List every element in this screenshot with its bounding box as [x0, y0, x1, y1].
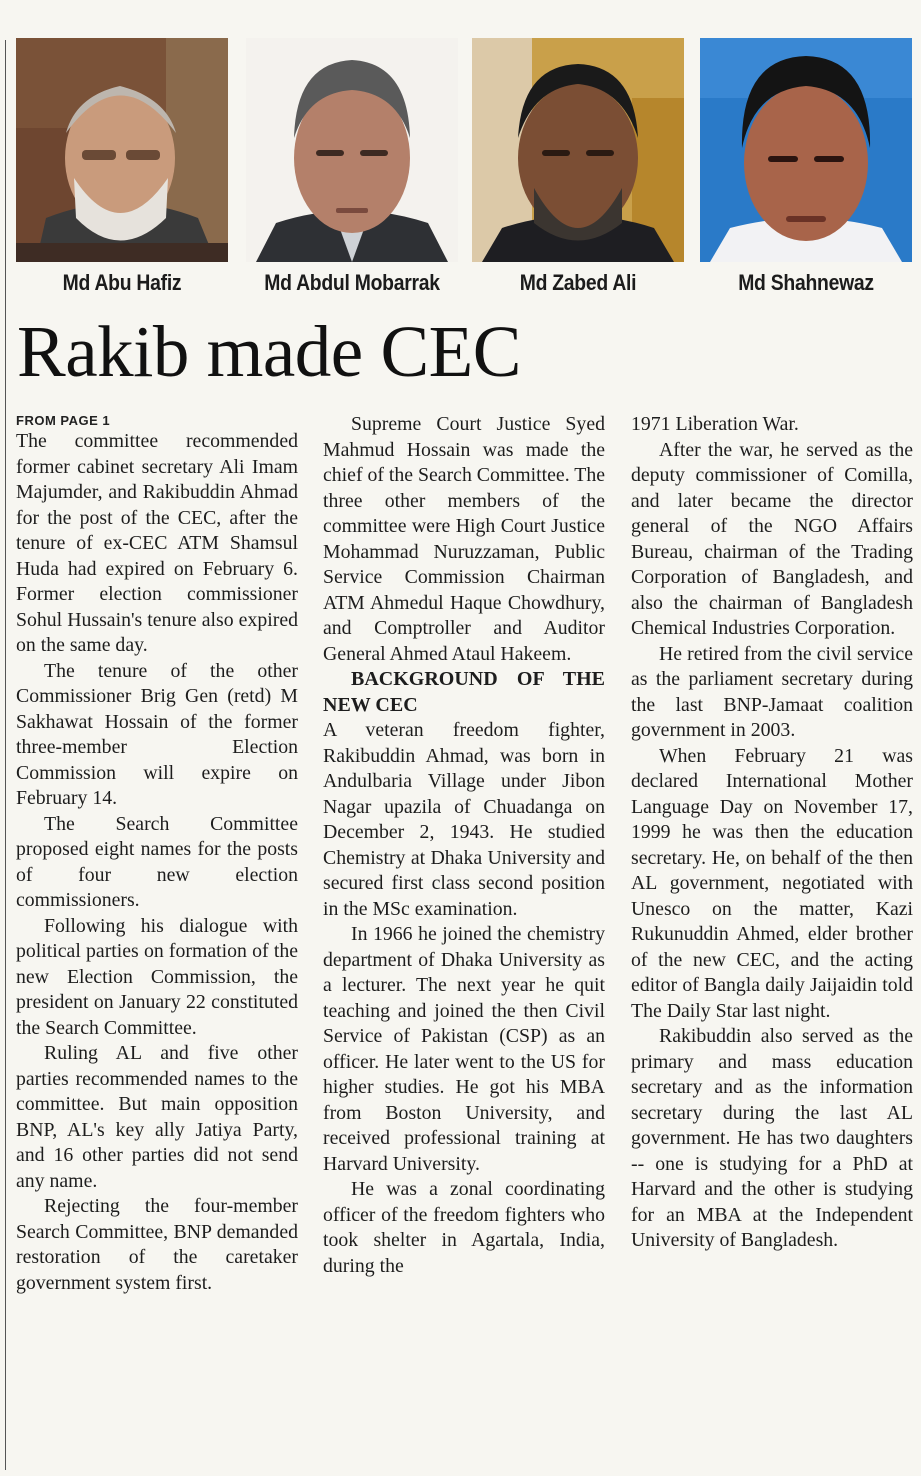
article-column-1 — [16, 412, 298, 1296]
photo-row — [16, 38, 912, 264]
portrait-photo-4 — [700, 38, 912, 262]
portrait-photo-icon — [16, 38, 228, 262]
paragraph: The committee recommended former cabinet secretary Ali Imam Majumder, and Rakibuddin Ahmad for the post of the CEC, after the tenure of ex-CEC ATM Shamsul Huda had expired on February 6. Former election commissioner Sohul Hussain's tenure also expired on the same day. — [16, 430, 298, 656]
photo-caption-1: Md Abu Hafiz — [62, 270, 182, 295]
portrait-photo-2 — [246, 38, 458, 262]
paragraph: Ruling AL and five other parties recommended names to the committee. But main opposition BNP, AL's key ally Jatiya Party, and 16 other parties did not send any name. — [16, 1042, 298, 1192]
portrait-photo-icon — [246, 38, 458, 262]
paragraph: The Search Committee proposed eight names for the posts of four new election commissioners. — [16, 812, 298, 911]
paragraph: When February 21 was declared International Mother Language Day on November 17, 1999 he was then the education secretary. He, on behalf of the then AL government, negotiated with Unesco on the matter, Kazi Rukunuddin Ahmed, elder brother of the new CEC, and the acting editor of Bangla daily Jaijaidin told The Daily Star last night. — [631, 744, 913, 1022]
headline: Rakib made CEC — [17, 311, 521, 392]
column-rule — [5, 40, 6, 1470]
article-column-2 — [323, 412, 605, 1279]
portrait-photo-icon — [700, 38, 912, 262]
paragraph: After the war, he served as the deputy commissioner of Comilla, and later became the director general of the NGO Affairs Bureau, chairman of the Trading Corporation of Bangladesh, and also the chairman of Bangladesh Chemical Industries Corporation. — [631, 438, 913, 639]
paragraph: Rejecting the four-member Search Committee, BNP demanded restoration of the caretaker government system first. — [16, 1195, 298, 1294]
kicker: FROM PAGE 1 — [16, 413, 111, 428]
portrait-photo-3 — [472, 38, 684, 262]
photo-caption-3: Md Zabed Ali — [519, 270, 637, 295]
portrait-photo-icon — [472, 38, 684, 262]
paragraph: He retired from the civil service as the parliament secretary during the last BNP-Jamaat coalition government in 2003. — [631, 642, 913, 741]
paragraph: He was a zonal coordinating officer of the freedom fighters who took shelter in Agartala, India, during the — [323, 1178, 605, 1277]
photo-caption-2: Md Abdul Mobarrak — [264, 270, 440, 295]
paragraph: Rakibuddin also served as the primary and mass education secretary and as the information secretary during the last AL government. He has two daughters -- one is studying for a PhD at Harvard and the other is studying for an MBA at the Independent University of Bangladesh. — [631, 1025, 913, 1251]
portrait-photo-1 — [16, 38, 228, 262]
photo-caption-4: Md Shahnewaz — [738, 270, 874, 295]
article-column-3 — [631, 412, 913, 1254]
paragraph: 1971 Liberation War. — [631, 413, 799, 435]
paragraph: Following his dialogue with political parties on formation of the new Election Commission, the president on January 22 constituted the Search Committee. — [16, 914, 298, 1039]
paragraph: In 1966 he joined the chemistry department of Dhaka University as a lecturer. The next year he quit teaching and joined the then Civil Service of Pakistan (CSP) as an officer. He later went to the US for higher studies. He got his MBA from Boston University, and received professional training at Harvard University. — [323, 923, 605, 1175]
paragraph: Supreme Court Justice Syed Mahmud Hossain was made the chief of the Search Committee. The three other members of the committee were High Court Justice Mohammad Nuruzzaman, Public Service Commission Chairman ATM Ahmedul Haque Chowdhury, and Comptroller and Auditor General Ahmed Ataul Hakeem. — [323, 413, 605, 665]
paragraph: The tenure of the other Commissioner Brig Gen (retd) M Sakhawat Hossain of the former three-member Election Commission will expire on February 14. — [16, 659, 298, 809]
paragraph: A veteran freedom fighter, Rakibuddin Ahmad, was born in Andulbaria Village under Jibon Nagar upazila of Chuadanga on December 2, 1943. He studied Chemistry at Dhaka University and secured first class second position in the MSc examination. — [323, 719, 605, 920]
subheading: BACKGROUND OF THE NEW CEC — [323, 668, 605, 716]
